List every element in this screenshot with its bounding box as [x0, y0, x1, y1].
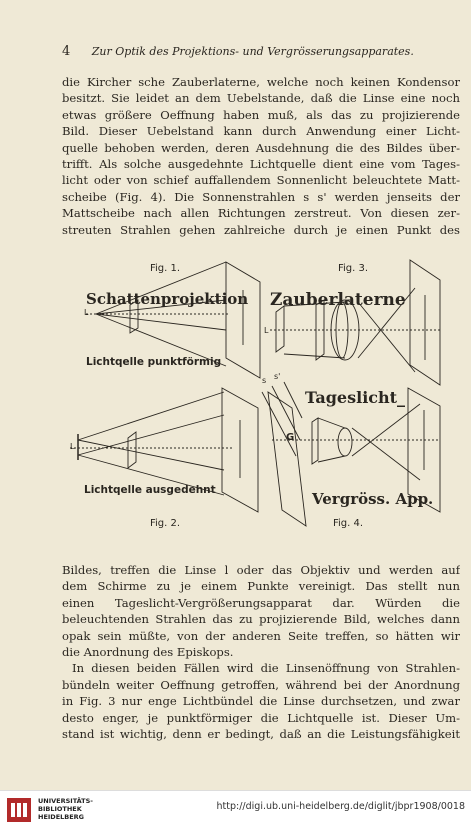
permalink-url[interactable]: http://digi.ub.uni-heidelberg.de/diglit/jbpr1908/0018: [216, 801, 465, 812]
letter-L-fig2: L: [70, 442, 75, 451]
text-line: Bildes, treffen die Linse l oder das Objektiv und werden auf: [62, 563, 460, 577]
fig3-title: Zauberlaterne: [270, 290, 406, 310]
library-name-line: UNIVERSITÄTS-: [38, 797, 93, 805]
text-line: die Anordnung des Episkops.: [62, 645, 234, 660]
text-line: stand ist wichtig, denn er bedingt, daß an die Leistungsfähigkeit: [62, 727, 460, 742]
fig2-source-label: Lichtqelle ausgedehnt: [84, 484, 216, 496]
library-name-line: HEIDELBERG: [38, 813, 85, 821]
fig4-title-bottom: Vergröss. App.: [312, 490, 434, 508]
fig1-caption: Fig. 1.: [150, 263, 181, 274]
letter-s: s: [262, 376, 267, 385]
text-line: in Fig. 3 nur enge Lichtbündel die Linse durchsetzen, und zwar: [62, 694, 460, 709]
text-line: streuten Strahlen gehen zahlreiche durch je einen Punkt des: [62, 222, 460, 237]
text-line: licht oder von schief auffallendem Sonnenlicht beleuchtete Matt-: [62, 173, 460, 188]
fig2-caption: Fig. 2.: [150, 518, 181, 529]
text-line: trifft. Als solche ausgedehnte Lichtquelle dient eine vom Tages-: [62, 157, 460, 172]
fig1-title: Schattenprojektion: [86, 290, 249, 308]
viewer-footer: [0, 790, 471, 828]
text-line: etwas größere Oeffnung haben muß, als das zu projizierende: [62, 107, 460, 122]
fig4-title-top: Tageslicht_: [305, 388, 406, 407]
page-number: 4: [62, 44, 71, 59]
text-line: besitzt. Sie leidet an dem Uebelstande, daß die Linse eine noch: [62, 91, 460, 106]
library-name: [38, 797, 93, 821]
text-line: quelle behoben werden, deren Ausdehnung die des Bildes über-: [62, 140, 460, 155]
text-line: bündeln weiter Oeffnung getroffen, während bei der Anordnung: [62, 677, 460, 692]
library-logo-icon: [6, 797, 32, 823]
fig4-caption: Fig. 4.: [333, 518, 364, 529]
text-line: desto enger, je punktförmiger die Lichtquelle ist. Dieser Um-: [62, 710, 460, 725]
fig1-source-label: Lichtqelle punktförmig: [86, 356, 222, 368]
text-line: Mattscheibe nach allen Richtungen zerstreut. Von diesen zer-: [62, 206, 460, 221]
fig3-drawing: [270, 260, 440, 385]
text-line: einen Tageslicht-Vergrößerungsapparat dar. Würden die: [62, 595, 460, 610]
text-line: die Kircher sche Zauberlaterne, welche noch keinen Kondensor: [62, 75, 460, 89]
text-line: scheibe (Fig. 4). Die Sonnenstrahlen s s' werden jenseits der: [62, 189, 460, 204]
letter-G: G: [286, 432, 295, 443]
fig3-caption: Fig. 3.: [338, 263, 369, 274]
letter-s-prime: s': [274, 372, 281, 381]
letter-L-fig1: L: [84, 308, 89, 317]
running-title: Zur Optik des Projektions- und Vergrösserungsapparates.: [91, 45, 414, 58]
text-line: Bild. Dieser Uebelstand kann durch Anwendung einer Licht-: [62, 124, 460, 139]
letter-L-fig3: L: [264, 326, 269, 335]
paragraph-bottom: [62, 562, 460, 742]
library-name-line: BIBLIOTHEK: [38, 805, 82, 813]
text-line: opak sein müßte, von der anderen Seite treffen, so hätten wir: [62, 628, 460, 643]
text-line: beleuchtenden Strahlen das zu projizierende Bild, welches dann: [62, 612, 460, 627]
text-line: In diesen beiden Fällen wird die Linsenöffnung von Strahlen-: [72, 661, 460, 676]
text-line: dem Schirme zu je einem Punkte vereinigt. Das stellt nun: [62, 579, 460, 594]
